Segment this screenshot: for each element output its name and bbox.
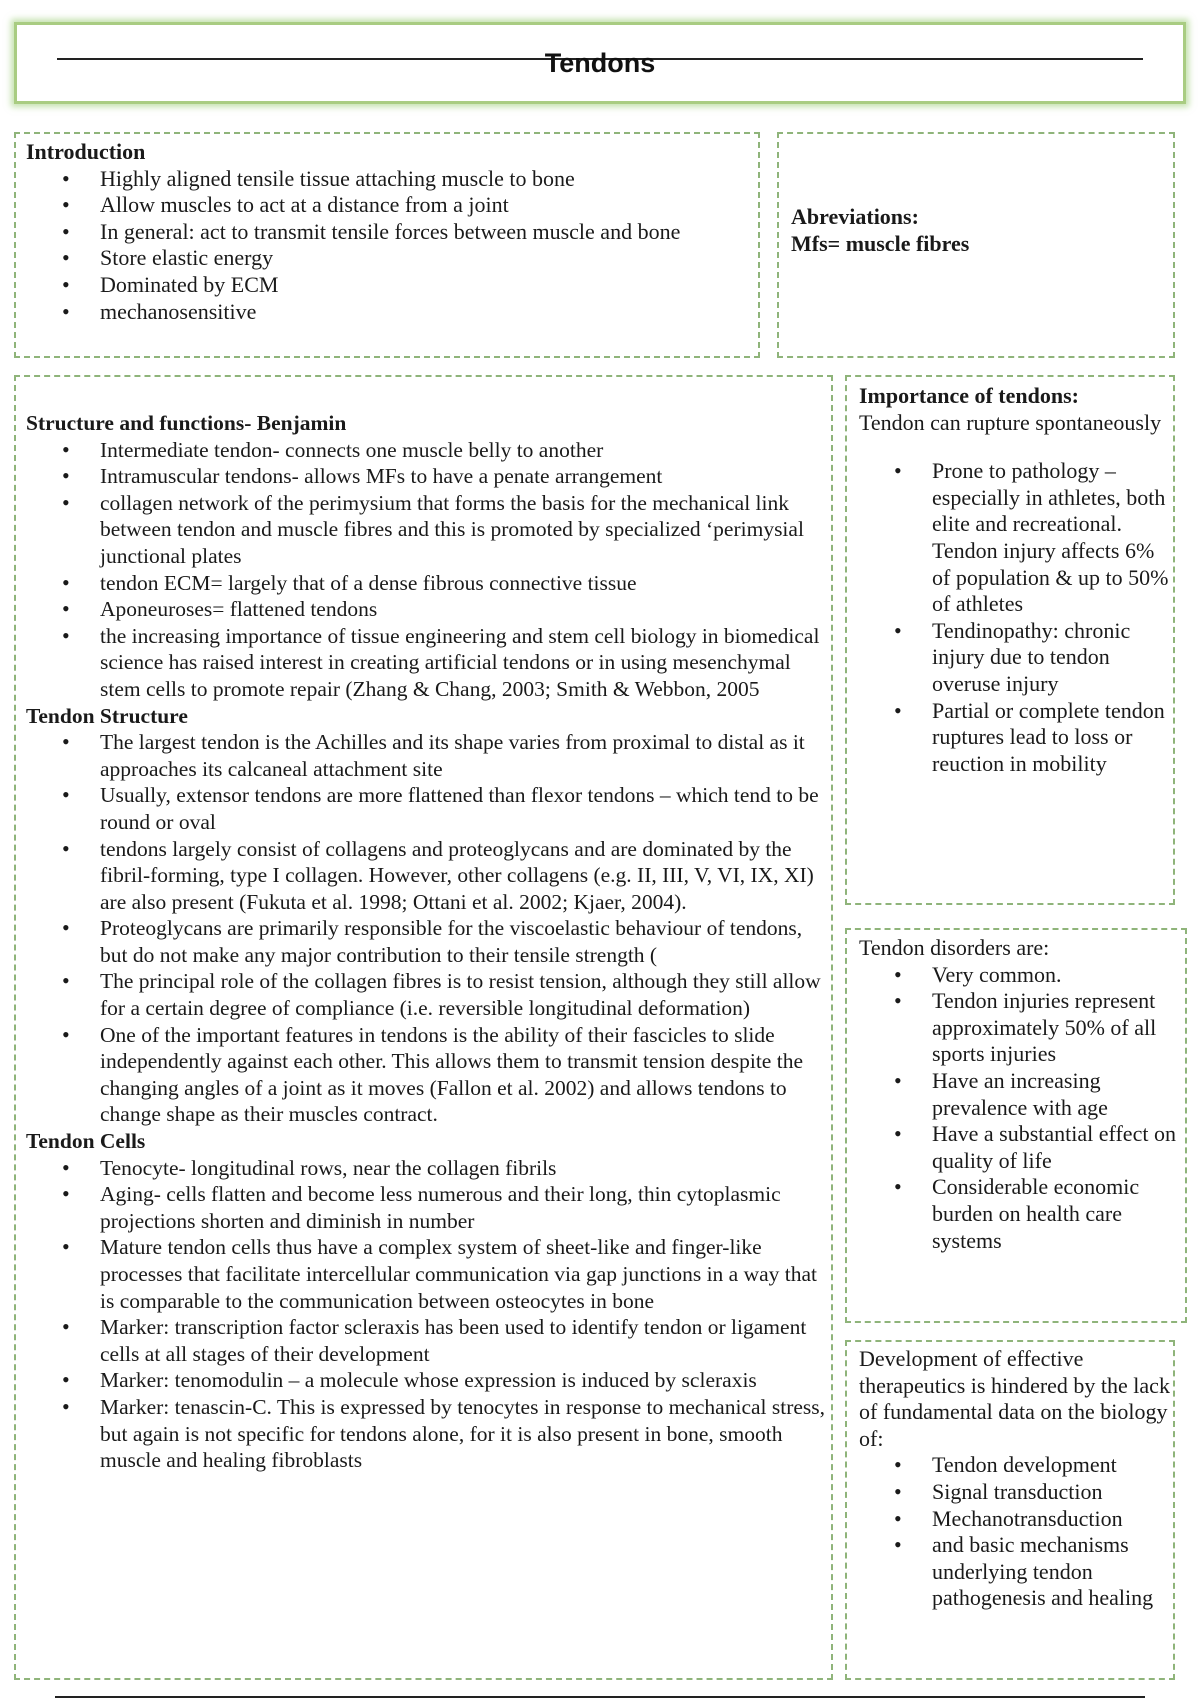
tendon-structure-list bbox=[26, 729, 826, 1128]
main-notes-section bbox=[26, 410, 826, 1474]
list-item: • Aponeuroses= flattened tendons bbox=[26, 596, 826, 623]
list-item: • Mechanotransduction bbox=[859, 1506, 1171, 1533]
list-item: • Marker: tenomodulin – a molecule whose expression is induced by scleraxis bbox=[26, 1367, 826, 1394]
title-box bbox=[14, 22, 1186, 104]
list-item: • tendon ECM= largely that of a dense fibrous connective tissue bbox=[26, 570, 826, 597]
tendon-structure-heading: Tendon Structure bbox=[26, 703, 188, 728]
introduction-list bbox=[26, 166, 761, 326]
importance-section bbox=[859, 383, 1169, 777]
development-list bbox=[859, 1452, 1171, 1612]
structure-functions-list bbox=[26, 437, 826, 703]
bottom-rule bbox=[55, 1696, 1145, 1698]
list-item: • Very common. bbox=[859, 962, 1184, 989]
page-title: Tendons bbox=[544, 48, 656, 78]
list-item: • and basic mechanisms underlying tendon pathogenesis and healing bbox=[859, 1532, 1171, 1612]
disorders-list bbox=[859, 962, 1184, 1255]
list-item: • Tendinopathy: chronic injury due to tendon overuse injury bbox=[859, 618, 1169, 698]
list-item: • tendons largely consist of collagens and proteoglycans and are dominated by the fibril-forming, type I collagen. However, other collagens (e.g. II, III, V, VI, IX, XI) are also present (Fukuta et al. 1998; Ottani et al. 2002; Kjaer, 2004). bbox=[26, 836, 826, 916]
abbreviations-heading: Abreviations: bbox=[791, 204, 919, 229]
abbreviations-section bbox=[791, 204, 1171, 257]
disorders-section bbox=[859, 935, 1184, 1254]
list-item: • Have a substantial effect on quality of life bbox=[859, 1121, 1184, 1174]
list-item: • Allow muscles to act at a distance from a joint bbox=[26, 192, 761, 219]
list-item: • Intermediate tendon- connects one muscle belly to another bbox=[26, 437, 826, 464]
list-item: • the increasing importance of tissue engineering and stem cell biology in biomedical science has raised interest in creating artificial tendons or in using mesenchymal stem cells to promote repair (Zhang & Chang, 2003; Smith & Webbon, 2005 bbox=[26, 623, 826, 703]
list-item: • Intramuscular tendons- allows MFs to have a penate arrangement bbox=[26, 463, 826, 490]
list-item: • Marker: transcription factor scleraxis has been used to identify tendon or ligament cells at all stages of their development bbox=[26, 1314, 826, 1367]
list-item: • Signal transduction bbox=[859, 1479, 1171, 1506]
structure-functions-heading: Structure and functions- Benjamin bbox=[26, 411, 347, 435]
abbreviation-entry: Mfs= muscle fibres bbox=[791, 230, 970, 256]
list-item: • One of the important features in tendons is the ability of their fascicles to slide independently against each other. This allows them to transmit tension despite the changing angles of a joint as it moves (Fallon et al. 2002) and allows tendons to change shape as their muscles contract. bbox=[26, 1022, 826, 1128]
list-item: • The principal role of the collagen fibres is to resist tension, although they still allow for a certain degree of compliance (i.e. reversible longitudinal deformation) bbox=[26, 968, 826, 1021]
list-item: • Partial or complete tendon ruptures lead to loss or reuction in mobility bbox=[859, 698, 1169, 778]
list-item: • Tendon injuries represent approximately 50% of all sports injuries bbox=[859, 988, 1184, 1068]
development-intro: Development of effective therapeutics is hindered by the lack of fundamental data on the biology of: bbox=[859, 1346, 1170, 1451]
list-item: • Usually, extensor tendons are more flattened than flexor tendons – which tend to be round or oval bbox=[26, 782, 826, 835]
importance-intro: Tendon can rupture spontaneously bbox=[859, 409, 1162, 435]
list-item: • Tendon development bbox=[859, 1452, 1171, 1479]
list-item: • mechanosensitive bbox=[26, 299, 761, 326]
list-item: • The largest tendon is the Achilles and its shape varies from proximal to distal as it approaches its calcaneal attachment site bbox=[26, 729, 826, 782]
tendon-cells-heading: Tendon Cells bbox=[26, 1129, 146, 1154]
importance-list bbox=[859, 458, 1169, 777]
list-item: • Prone to pathology – especially in athletes, both elite and recreational. Tendon injury affects 6% of population & up to 50% of athletes bbox=[859, 458, 1169, 618]
list-item: • Marker: tenascin-C. This is expressed by tenocytes in response to mechanical stress, but again is not specific for tendons alone, for it is also present in bone, smooth muscle and healing fibroblasts bbox=[26, 1394, 826, 1474]
list-item: • Mature tendon cells thus have a complex system of sheet-like and finger-like processes that facilitate intercellular communication via gap junctions in a way that is comparable to the communication between osteocytes in bone bbox=[26, 1234, 826, 1314]
list-item: • Store elastic energy bbox=[26, 245, 761, 272]
importance-heading: Importance of tendons: bbox=[859, 383, 1079, 408]
list-item: • Considerable economic burden on health care systems bbox=[859, 1174, 1184, 1254]
tendon-cells-list bbox=[26, 1155, 826, 1474]
introduction-heading: Introduction bbox=[26, 139, 146, 164]
list-item: • In general: act to transmit tensile forces between muscle and bone bbox=[26, 219, 761, 246]
disorders-intro: Tendon disorders are: bbox=[859, 935, 1050, 960]
list-item: • collagen network of the perimysium that forms the basis for the mechanical link between tendon and muscle fibres and this is promoted by specialized ‘perimysial junctional plates bbox=[26, 490, 826, 570]
list-item: • Highly aligned tensile tissue attaching muscle to bone bbox=[26, 166, 761, 193]
introduction-section bbox=[26, 139, 761, 325]
list-item: • Aging- cells flatten and become less numerous and their long, thin cytoplasmic projections shorten and diminish in number bbox=[26, 1181, 826, 1234]
list-item: • Proteoglycans are primarily responsible for the viscoelastic behaviour of tendons, but do not make any major contribution to their tensile strength ( bbox=[26, 915, 826, 968]
list-item: • Have an increasing prevalence with age bbox=[859, 1068, 1184, 1121]
list-item: • Dominated by ECM bbox=[26, 272, 761, 299]
development-section bbox=[859, 1346, 1171, 1612]
list-item: • Tenocyte- longitudinal rows, near the collagen fibrils bbox=[26, 1155, 826, 1182]
